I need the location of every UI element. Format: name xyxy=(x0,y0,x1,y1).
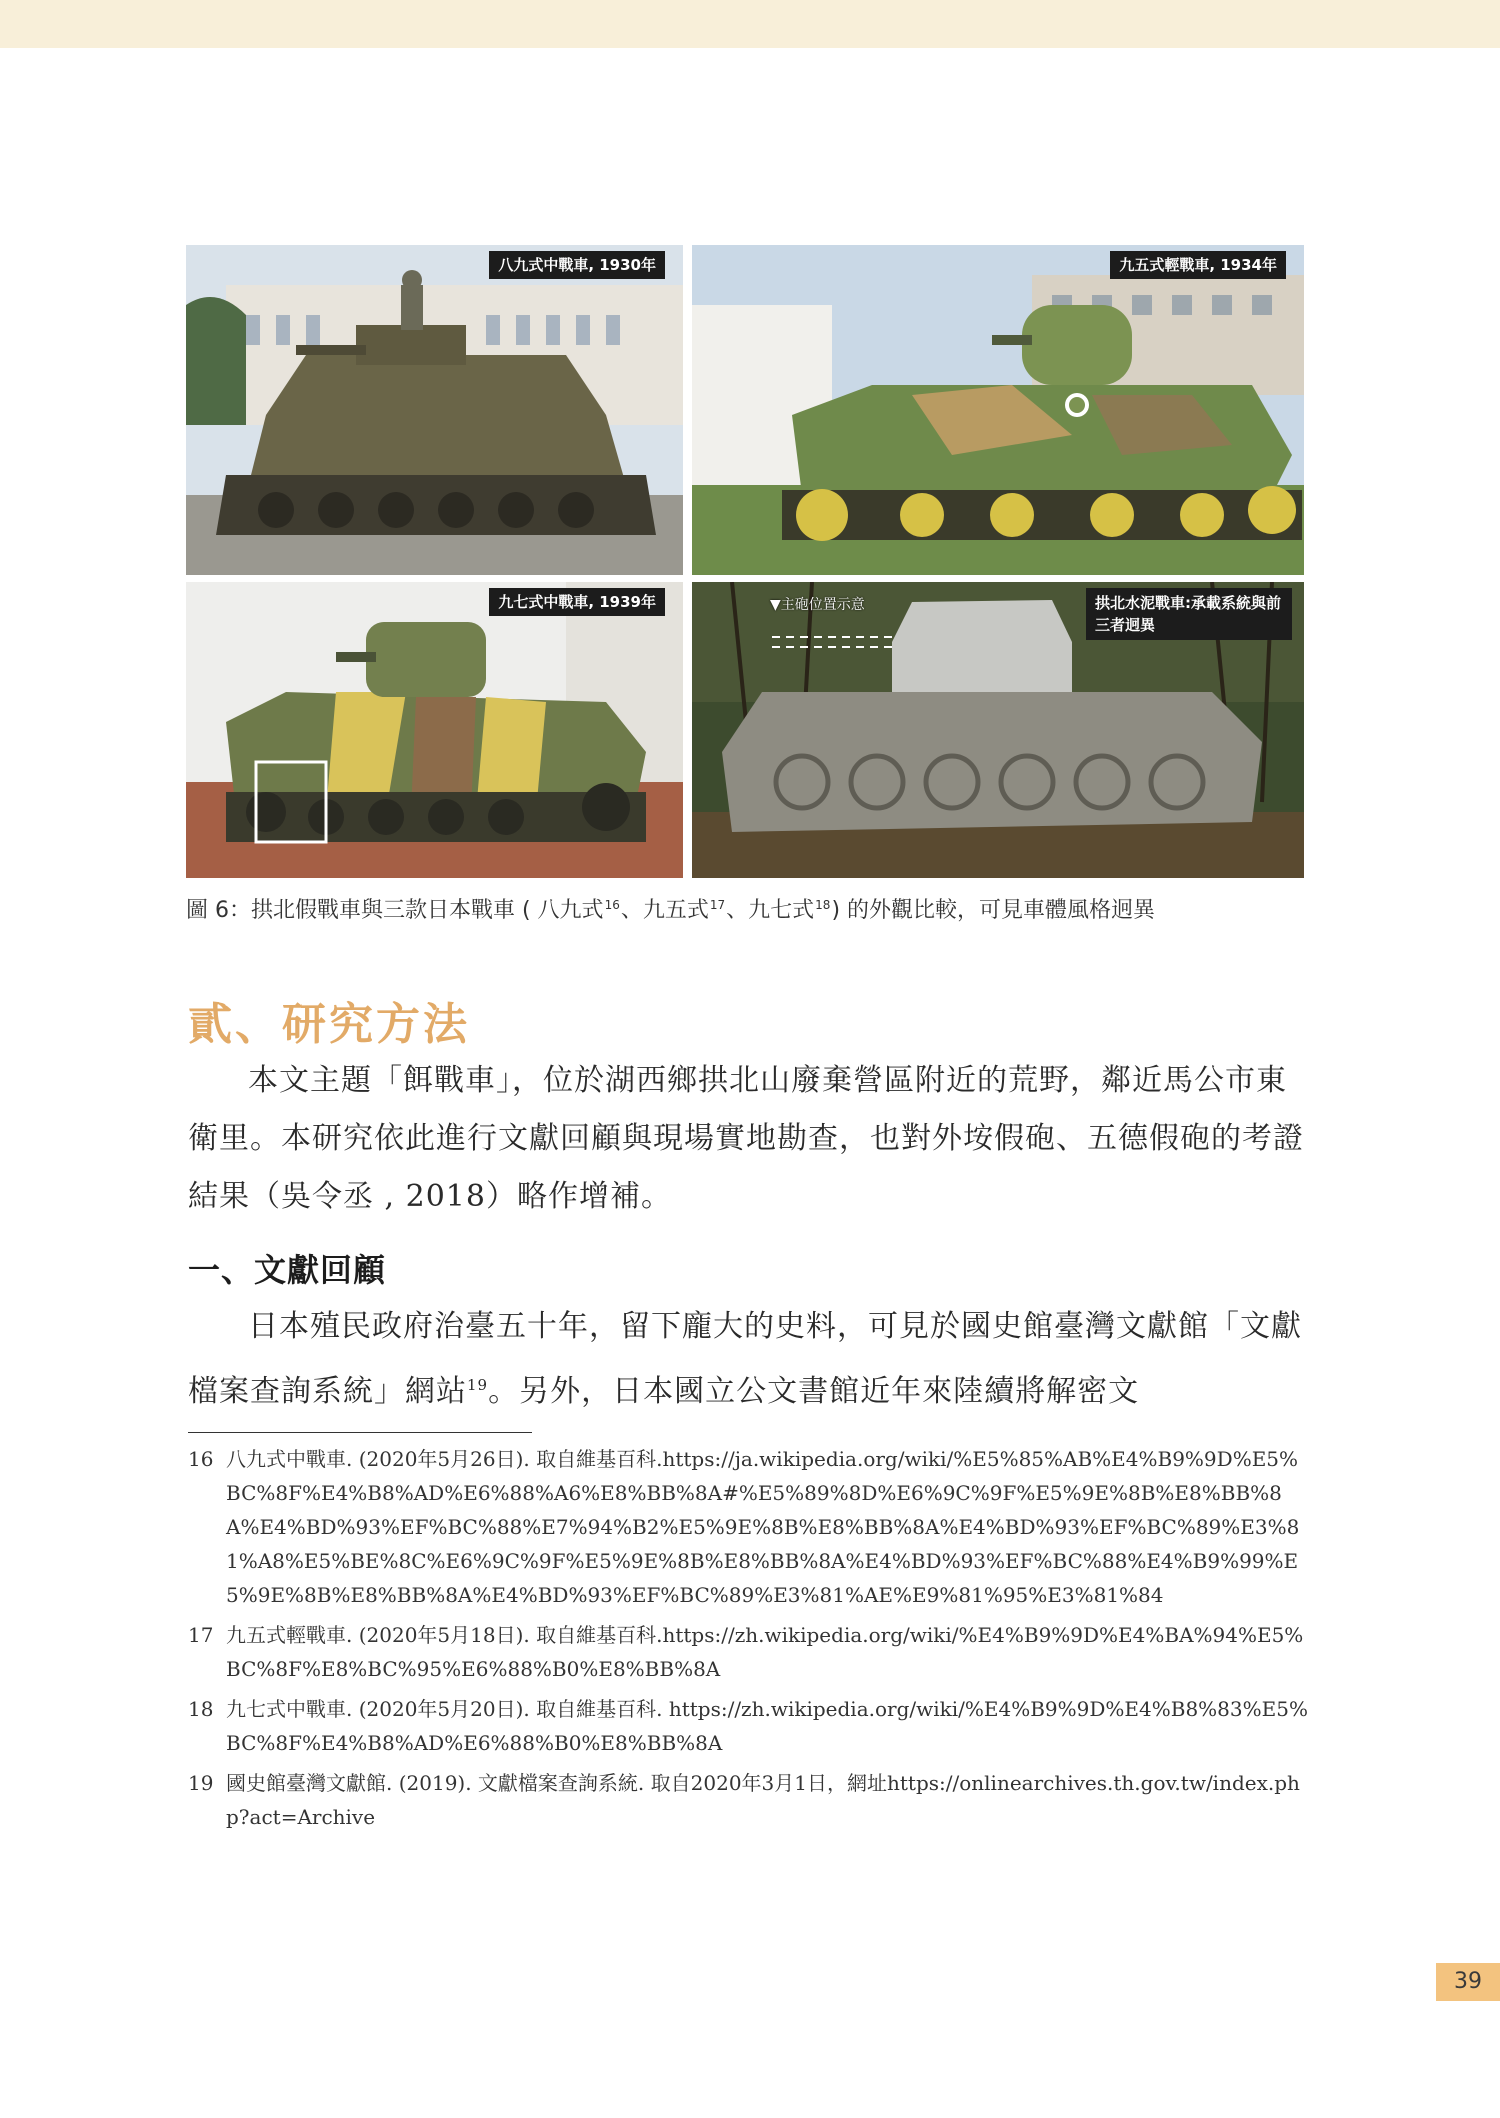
photo-type95-tank xyxy=(692,245,1304,575)
photo-label: 拱北水泥戰車:承載系統與前三者迥異 xyxy=(1086,588,1292,640)
caption-text: 圖 6：拱北假戰車與三款日本戰車 ( 八九式 xyxy=(186,898,604,923)
caption-text: ) 的外觀比較，可見車體風格迥異 xyxy=(831,898,1156,923)
photo-concrete-tank xyxy=(692,582,1304,878)
footnote-number: 16 xyxy=(188,1447,214,1471)
footnote-text: 九七式中戰車. (2020年5月20日). 取自維基百科. https://zh.wikipedia.org/wiki/%E4%B9%9D%E4%B8%83%E5%BC%8F%E4%B8%AD%E6%88%B0%E8%BB%8A xyxy=(226,1697,1308,1755)
paragraph-text: 。另外，日本國立公文書館近年來陸續將解密文 xyxy=(488,1374,1140,1409)
footnote xyxy=(188,1766,1308,1834)
photo-type89-tank xyxy=(186,245,683,575)
photo-label: 八九式中戰車, 1930年 xyxy=(489,251,665,279)
body-paragraph xyxy=(188,1298,1304,1421)
photo-type97-tank xyxy=(186,582,683,878)
footnote-number: 19 xyxy=(188,1771,214,1795)
footnote-number: 18 xyxy=(188,1697,214,1721)
footnote xyxy=(188,1692,1308,1760)
footnote-ref: 16 xyxy=(604,897,620,912)
footnotes xyxy=(188,1442,1308,1840)
footnote-ref: 19 xyxy=(467,1376,489,1394)
body-paragraph: 本文主題「餌戰車」，位於湖西鄉拱北山廢棄營區附近的荒野，鄰近馬公市東衛里。本研究依此進行文獻回顧與現場實地勘查，也對外垵假砲、五德假砲的考證結果（吳令丞 , 2018）略作增補。 xyxy=(188,1063,1304,1214)
footnote-text: 九五式輕戰車. (2020年5月18日). 取自維基百科.https://zh.wikipedia.org/wiki/%E4%B9%9D%E4%BA%94%E5%BC%8F%E8%BC%95%E6%88%B0%E8%BB%8A xyxy=(226,1623,1304,1681)
footnote xyxy=(188,1442,1308,1612)
subsection-title: 一、文獻回顧 xyxy=(188,1251,387,1289)
footnote-ref: 17 xyxy=(709,897,726,912)
footnote xyxy=(188,1618,1308,1686)
section-title: 貳、研究方法 xyxy=(188,999,470,1050)
footnote-text: 八九式中戰車. (2020年5月26日). 取自維基百科.https://ja.wikipedia.org/wiki/%E5%85%AB%E4%B9%9D%E5%BC%8F%E4%B8%AD%E6%88%A6%E8%BB%8A#%E5%89%8D%E6%9C%9F%E5%9E%8B%E8%BB%8A%E4%BD%93%EF%BC%88%E7%94%B2%E5%9E%8B%E8%BB%8A%E4%BD%93%EF%BC%89%E3%81%A8%E5%BE%8C%E6%9C%9F%E5%9E%8B%E8%BB%8A%E4%BD%93%EF%BC%88%E4%B9%99%E5%9E%8B%E8%BB%8A%E4%BD%93%EF%BC%89%E3%81%AE%E9%81%95%E3%81%84 xyxy=(226,1447,1300,1607)
footnote-number: 17 xyxy=(188,1623,214,1647)
photo-label: 九七式中戰車, 1939年 xyxy=(489,588,665,616)
caption-text: 、九五式 xyxy=(620,898,709,923)
main-gun-marker: ▼主砲位置示意 xyxy=(770,597,865,613)
figure-caption xyxy=(186,893,1316,924)
footnote-divider xyxy=(188,1432,532,1433)
caption-text: 、九七式 xyxy=(726,898,815,923)
page-top-band xyxy=(0,0,1500,48)
page-number: 39 xyxy=(1436,1963,1500,2001)
footnote-ref: 18 xyxy=(815,897,831,912)
paragraph-text: 日本殖民政府治臺五十年，留下龐大的史料，可見於國史館臺灣文獻館「文獻檔案查詢系統」網站 xyxy=(188,1309,1302,1409)
photo-label: 九五式輕戰車, 1934年 xyxy=(1110,251,1286,279)
footnote-text: 國史館臺灣文獻館. (2019). 文獻檔案查詢系統. 取自2020年3月1日，網址https://onlinearchives.th.gov.tw/index.php?act=Archive xyxy=(226,1771,1300,1829)
